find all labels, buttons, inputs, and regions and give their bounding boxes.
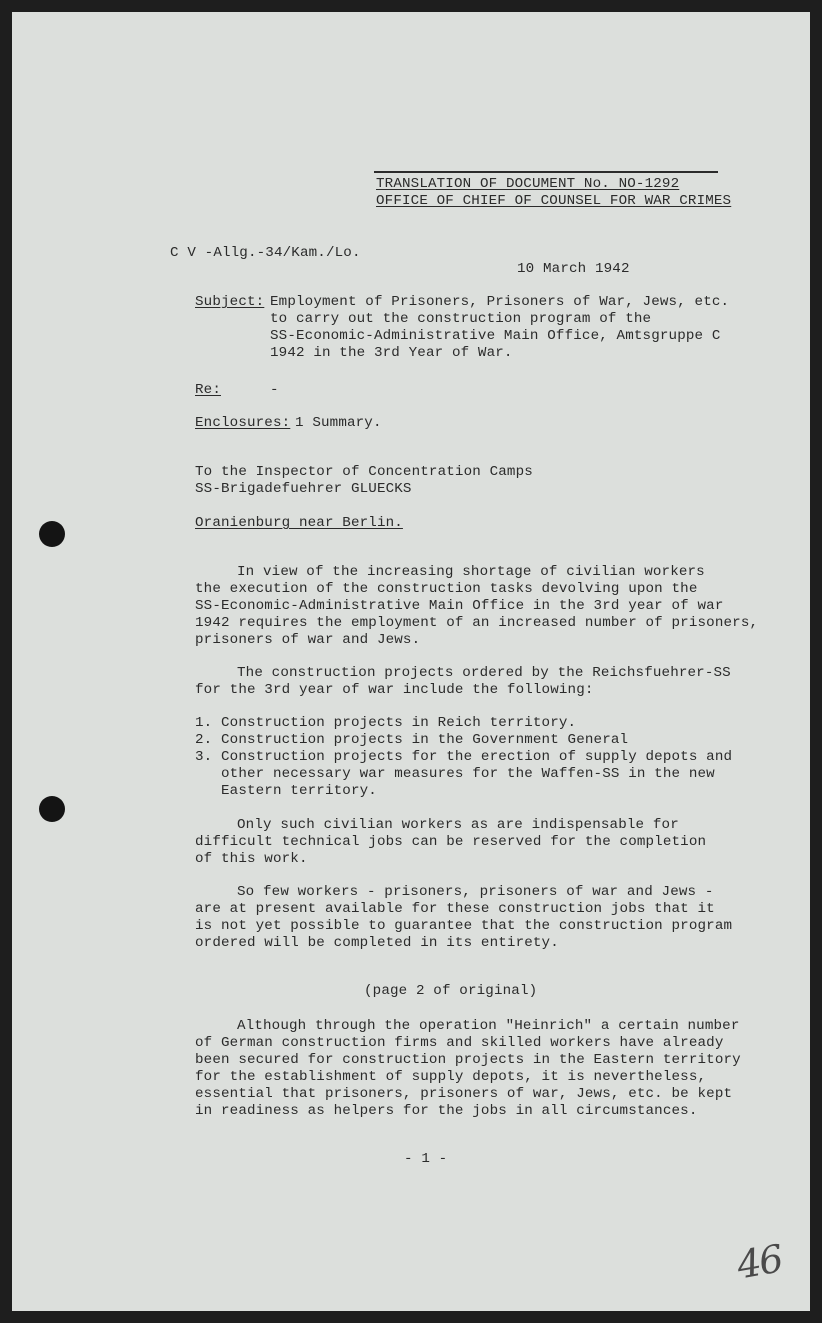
punch-hole (39, 521, 65, 547)
list-item: 1. Construction projects in Reich territory. (195, 715, 577, 731)
addressee-line: SS-Brigadefuehrer GLUECKS (195, 481, 412, 497)
paragraph-line: for the 3rd year of war include the following: (195, 682, 594, 698)
paragraph-line: of German construction firms and skilled workers have already (195, 1035, 724, 1051)
paragraph-line: of this work. (195, 851, 308, 867)
enclosures-label: Enclosures: (195, 415, 291, 431)
paragraph-line: been secured for construction projects in the Eastern territory (195, 1052, 741, 1068)
paragraph-line: SS-Economic-Administrative Main Office in the 3rd year of war (195, 598, 724, 614)
subject-line: SS-Economic-Administrative Main Office, Amtsgruppe C (270, 328, 721, 344)
paragraph-line: essential that prisoners, prisoners of war, Jews, etc. be kept (195, 1086, 733, 1102)
subject-line: 1942 in the 3rd Year of War. (270, 345, 513, 361)
handwritten-folio: 46 (733, 1236, 785, 1288)
paragraph-line: 1942 requires the employment of an increased number of prisoners, (195, 615, 759, 631)
punch-hole (39, 796, 65, 822)
list-item: 2. Construction projects in the Government General (195, 732, 629, 748)
paragraph-line: the execution of the construction tasks devolving upon the (195, 581, 698, 597)
paragraph-line: So few workers - prisoners, prisoners of war and Jews - (237, 884, 714, 900)
file-reference: C V -Allg.-34/Kam./Lo. (170, 245, 361, 261)
paragraph-line: The construction projects ordered by the Reichsfuehrer-SS (237, 665, 731, 681)
list-item: other necessary war measures for the Waffen-SS in the new (195, 766, 715, 782)
enclosures-value: 1 Summary. (295, 415, 382, 431)
paragraph-line: Only such civilian workers as are indispensable for (237, 817, 679, 833)
paragraph-line: are at present available for these construction jobs that it (195, 901, 715, 917)
list-item: 3. Construction projects for the erection of supply depots and (195, 749, 733, 765)
paragraph-line: Although through the operation "Heinrich" a certain number (237, 1018, 740, 1034)
paragraph-line: for the establishment of supply depots, it is nevertheless, (195, 1069, 707, 1085)
re-label: Re: (195, 382, 221, 398)
subject-line: Employment of Prisoners, Prisoners of War, Jews, etc. (270, 294, 730, 310)
subject-label: Subject: (195, 294, 265, 310)
page-number: - 1 - (404, 1151, 448, 1167)
paragraph-line: difficult technical jobs can be reserved for the completion (195, 834, 707, 850)
subject-line: to carry out the construction program of the (270, 311, 652, 327)
header-translation: TRANSLATION OF DOCUMENT No. NO-1292 (376, 176, 680, 192)
re-value: - (270, 382, 279, 398)
document-date: 10 March 1942 (517, 261, 630, 277)
list-item: Eastern territory. (195, 783, 377, 799)
header-office: OFFICE OF CHIEF OF COUNSEL FOR WAR CRIMES (376, 193, 732, 209)
addressee-line: To the Inspector of Concentration Camps (195, 464, 533, 480)
paragraph-line: In view of the increasing shortage of civilian workers (237, 564, 705, 580)
paragraph-line: ordered will be completed in its entirety. (195, 935, 559, 951)
paragraph-line: is not yet possible to guarantee that the construction program (195, 918, 733, 934)
paragraph-line: in readiness as helpers for the jobs in all circumstances. (195, 1103, 698, 1119)
addressee-place: Oranienburg near Berlin. (195, 515, 403, 531)
page-note: (page 2 of original) (364, 983, 538, 999)
document-page (12, 12, 810, 1311)
paragraph-line: prisoners of war and Jews. (195, 632, 421, 648)
header-rule (374, 171, 718, 173)
